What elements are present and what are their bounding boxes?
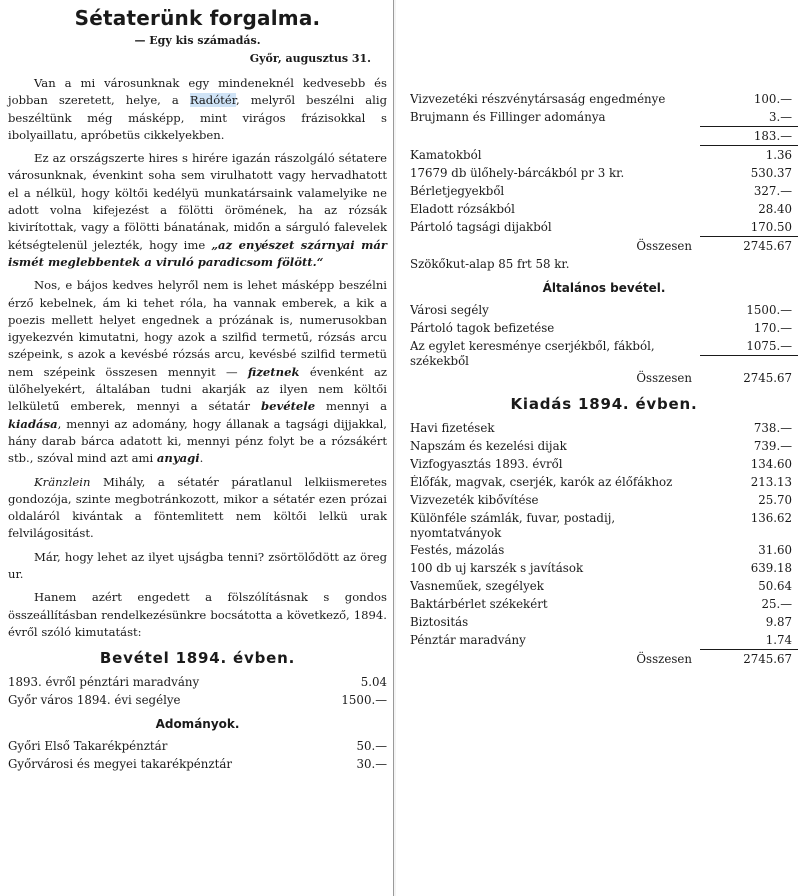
paragraph-2	[8, 150, 387, 271]
paragraph-3	[8, 277, 387, 467]
expense-row: Pénztár maradvány 1.74	[410, 631, 798, 650]
expense-row: Biztositás 9.87	[410, 615, 792, 629]
expense-row: Vasneműek, szegélyek 50.64	[410, 579, 792, 593]
highlighted-word: Radótér	[189, 93, 236, 108]
general-total-row: Összesen 2745.67	[636, 371, 792, 385]
expense-row: Vizvezeték kibővítése 25.70	[410, 493, 792, 507]
p3-text-b: évenként az ülőhelyekért, általában tudni akarják az ilyen nem költői lelkületű emberek, mennyi a sétatár	[8, 364, 387, 414]
donations-sum-row: 183.—	[410, 127, 798, 146]
donations-title: Adományok.	[155, 717, 240, 732]
paragraph-1	[8, 75, 387, 144]
p3-text-a: Nos, e bájos kedves helyről nem is lehet másképp beszélni érző kebelnek, ám ki tehet róla, ha vannak emberek, a kik a poezis mellett helyet engednek a prózának is, numerusokban igyekezvén kimutatni, hogy azok a szilfid termetű, rózsás arcu szépeink, s azok a kevésbé rózsás arcu, kevésbé szilfid termetü nem szépeink összesen mennyit —	[8, 278, 387, 379]
p3-text-d: , mennyi az adomány, hogy állanak a tagsági dijjakkal, hány darab bárca adatott ki, mennyi pénz folyt be a rózsákért stb., szóval mind azt ami	[8, 416, 387, 466]
p3-em-anyagi: anyagi	[156, 451, 200, 466]
revenue-row: 1893. évről pénztári maradvány 5.04	[8, 675, 387, 690]
p1-text-a: Van a mi városunknak egy mindeneknél kedvesebb és jobban szeretett, helye, a	[8, 76, 387, 108]
general-row: Pártoló tagok befizetése 170.—	[410, 321, 792, 335]
article-title: Sétaterünk forgalma.	[74, 6, 321, 30]
expense-row: Festés, mázolás 31.60	[410, 543, 792, 557]
paragraph-5: Már, hogy lehet az ilyet ujságba tenni? zsörtölődött az öreg ur.	[8, 549, 387, 582]
paragraph-6: Hanem azért engedett a fölszólításnak s gondos összeállításban rendelkezésünkre bocsátotta a következő, 1894. évről szóló kimutatást:	[8, 590, 387, 639]
p3-em-bevetele: bevétele	[260, 399, 316, 414]
p4-text: Mihály, a sétatér páratlanul lelkiismeretes gondozója, szinte megbotránkozott, mikor a sétatér ezen prózai oldaláról kivántak a föntemlitett nem költői lelkü urak felvilágositást.	[8, 474, 387, 541]
general-row: Az egylet keresménye cserjékből, fákból, székekből 1075.—	[410, 337, 798, 369]
dateline: Győr, augusztus 31.	[249, 52, 371, 65]
fountain-fund-row: Szökőkut-alap 85 frt 58 kr.	[410, 257, 570, 271]
general-row: Városi segély 1500.—	[410, 303, 792, 317]
expense-row: Baktárbérlet székekért 25.—	[410, 597, 792, 611]
p2-text: Ez az országszerte hires s hirére igazán rászolgáló sétatere városunknak, évenkint soha sem virulhatott vagy hervadhatott el a nélkül, hogy költői kedélyü munkatársaink valamelyike ne adott volna kifejezést a fölötti örömének, ha az rózsák kivirítottak, vagy a fölötti bánatának, midőn a sárguló falevelek kétségtelenül jelezték, hogy ime	[8, 151, 387, 252]
income-row: 17679 db ülőhely-bárcákból pr 3 kr. 530.37	[410, 166, 792, 180]
article-subtitle: — Egy kis számadás.	[134, 34, 261, 47]
expense-title: Kiadás 1894. évben.	[510, 395, 698, 413]
donation-row: Vizvezetéki részvénytársaság engedménye 100.—	[410, 92, 792, 106]
donation-row: Győri Első Takarékpénztár 50.—	[8, 739, 387, 754]
expense-row: 100 db uj karszék s javítások 639.18	[410, 561, 792, 575]
expense-row: Napszám és kezelési dijak 739.—	[410, 439, 792, 453]
p3-em-kiadasa: kiadása	[8, 416, 58, 431]
p1-text-b: , melyről beszélni alig beszéltünk még másképp, mint virágos frázisokkal s ibolyaillatu, apróbetüs cikkelyekben.	[8, 93, 387, 142]
p3-text-e: .	[199, 451, 204, 466]
income-row: Bérletjegyekből 327.—	[410, 184, 792, 198]
income-row: Eladott rózsákból 28.40	[410, 202, 792, 216]
paragraph-4	[8, 474, 387, 543]
income-total-row: Összesen 2745.67	[636, 239, 792, 253]
expense-total-row: Összesen 2745.67	[636, 652, 792, 666]
left-column	[0, 0, 394, 896]
expense-row: Havi fizetések 738.—	[410, 421, 792, 435]
donation-row: Győrvárosi és megyei takarékpénztár 30.—	[8, 757, 387, 772]
revenue-row: Győr város 1894. évi segélye 1500.—	[8, 693, 387, 708]
p4-name: Kränzlein	[34, 474, 91, 489]
p2-quote: „az enyészet szárnyai már ismét meglebbentek a viruló paradicsom fölött.“	[8, 237, 387, 269]
expense-row: Élőfák, magvak, cserjék, karók az élőfákhoz 213.13	[410, 475, 792, 489]
general-revenue-title: Általános bevétel.	[542, 281, 666, 295]
income-row: Kamatokból 1.36	[410, 148, 792, 162]
income-row: Pártoló tagsági dijakból 170.50	[410, 218, 798, 237]
p3-em-fizetnek: fizetnek	[247, 364, 300, 379]
p3-text-c: mennyi a	[315, 399, 387, 414]
expense-row: Vizfogyasztás 1893. évről 134.60	[410, 457, 792, 471]
expense-row: Különféle számlák, fuvar, postadij, nyomtatványok 136.62	[410, 511, 792, 540]
donation-row: Brujmann és Fillinger adománya 3.—	[410, 108, 798, 127]
revenue-title: Bevétel 1894. évben.	[99, 649, 296, 668]
right-column	[396, 0, 802, 896]
